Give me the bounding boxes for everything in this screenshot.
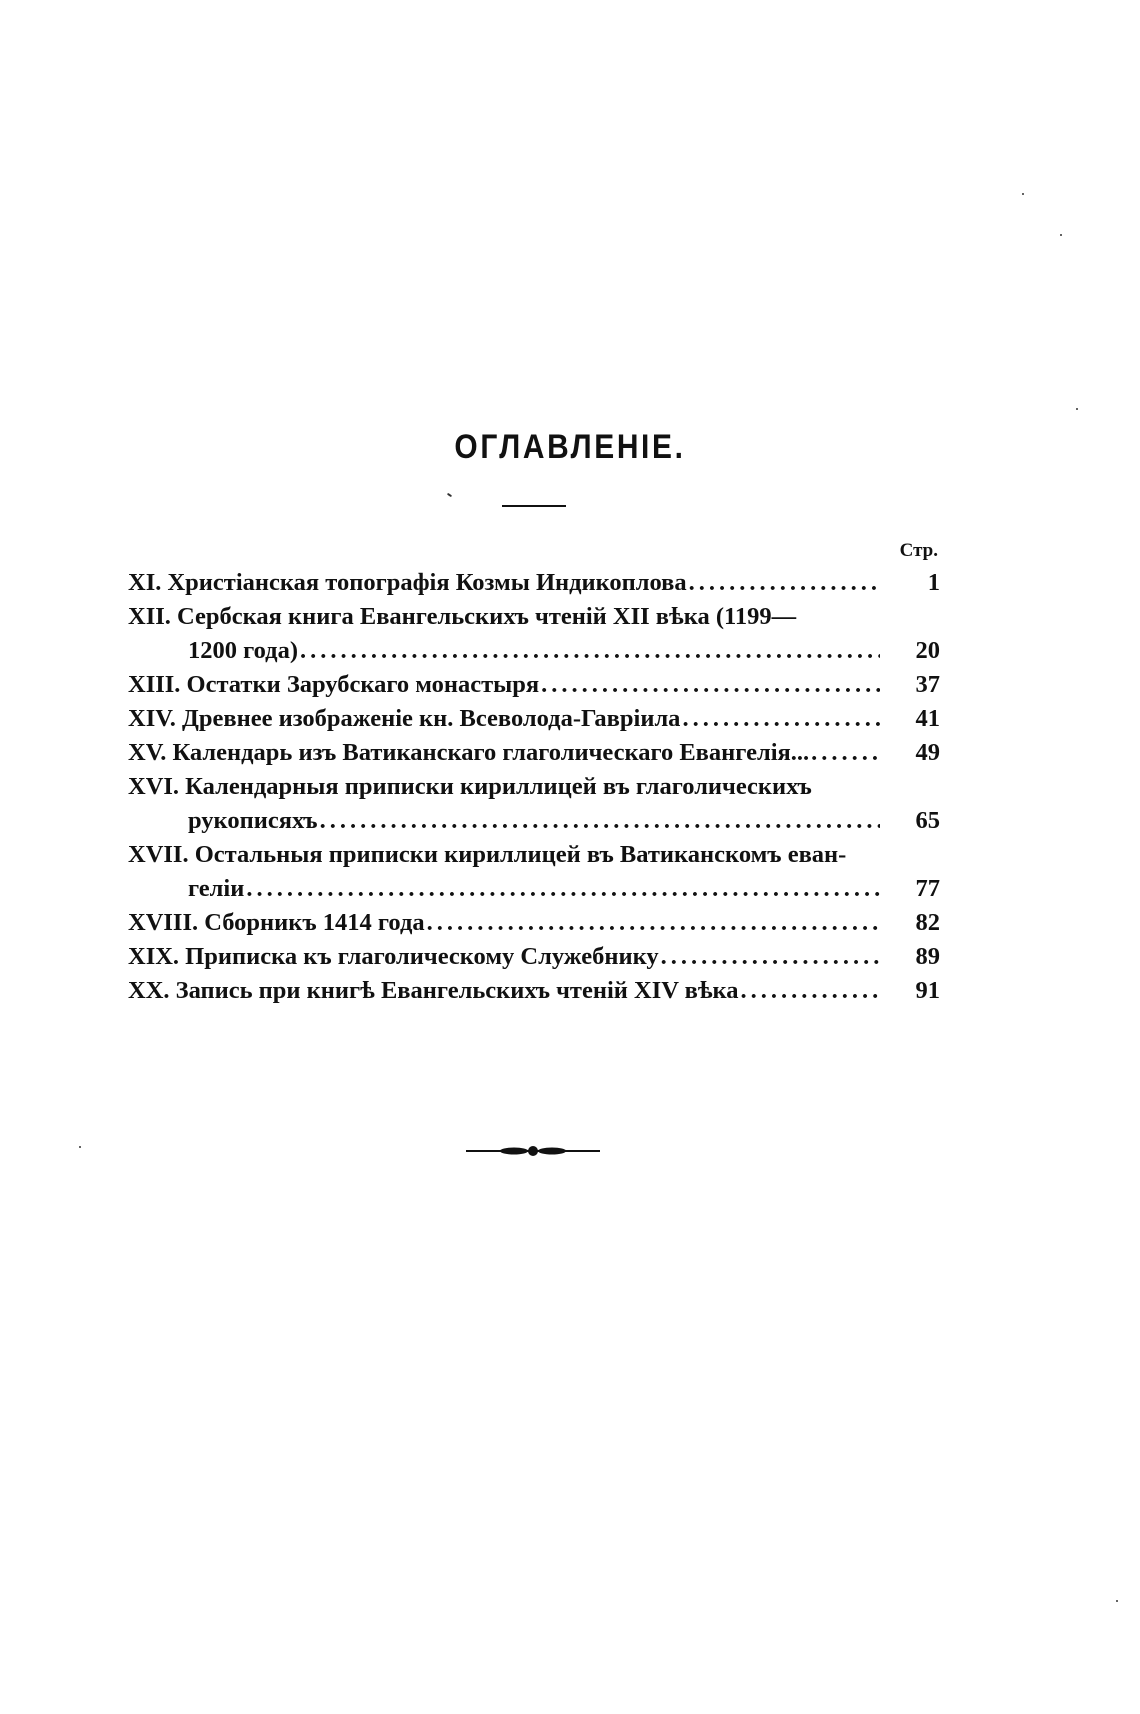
toc-entry-title: 1200 года): [188, 637, 298, 664]
toc-entry: [128, 566, 940, 600]
toc-entry-line: [128, 668, 940, 702]
toc-entry: [128, 736, 940, 770]
toc-entry-title: XVIII. Сборникъ 1414 года: [128, 909, 425, 936]
toc-page-number: 82: [915, 909, 940, 936]
toc-page-number: 65: [915, 807, 940, 834]
toc-page-number: 77: [915, 875, 940, 902]
toc-entry: [128, 940, 940, 974]
table-of-contents: [128, 540, 940, 1008]
toc-entry: [128, 702, 940, 736]
print-speck: [1060, 234, 1062, 236]
print-speck: [1116, 1600, 1118, 1602]
dot-leader: [682, 702, 880, 736]
toc-entry: [128, 838, 940, 906]
toc-entry-title: XX. Запись при книгѣ Евангельскихъ чтеній XIV вѣка: [128, 977, 739, 1004]
toc-entry-line: [128, 906, 940, 940]
ornament-divider: [466, 1144, 600, 1158]
dot-leader: [320, 804, 880, 838]
toc-entry-line: [128, 974, 940, 1008]
toc-entry-line: [128, 770, 940, 804]
toc-page-number: 1: [927, 569, 940, 596]
toc-entry-continuation: [128, 872, 940, 906]
toc-entry-title: XVII. Остальныя приписки кириллицей въ Ватиканскомъ еван-: [128, 841, 847, 868]
toc-page-number: 49: [915, 739, 940, 766]
toc-entry-title: рукописяхъ: [188, 807, 318, 834]
toc-page-number: 20: [915, 637, 940, 664]
toc-entry-line: [128, 838, 940, 872]
toc-page-number: 91: [915, 977, 940, 1004]
toc-entry: [128, 974, 940, 1008]
toc-entry: [128, 906, 940, 940]
toc-entry: [128, 770, 940, 838]
toc-page-number: 41: [915, 705, 940, 732]
toc-entry-line: [128, 566, 940, 600]
toc-entry-title: геліи: [188, 875, 245, 902]
print-speck: [79, 1146, 81, 1148]
toc-entry: [128, 668, 940, 702]
toc-entry-line: [128, 600, 940, 634]
toc-entry-line: [128, 736, 940, 770]
dot-leader: [541, 668, 880, 702]
toc-entry-title: XIII. Остатки Зарубскаго монастыря: [128, 671, 540, 698]
dot-leader: [427, 906, 880, 940]
dot-leader: [689, 566, 880, 600]
page-column-header: Стр.: [899, 540, 938, 561]
print-speck: [1022, 193, 1024, 195]
toc-entry-title: XVI. Календарныя приписки кириллицей въ глаголическихъ: [128, 773, 812, 800]
toc-entries: [128, 566, 940, 1008]
toc-entry-title: XV. Календарь изъ Ватиканскаго глаголическаго Евангелія...: [128, 739, 810, 766]
print-speck: [1076, 408, 1078, 410]
toc-entry: [128, 600, 940, 668]
print-speck: [447, 493, 452, 498]
toc-page-number: 89: [915, 943, 940, 970]
toc-entry-title: XI. Христіанская топографія Козмы Индикоплова: [128, 569, 687, 596]
toc-entry-line: [128, 940, 940, 974]
toc-entry-title: XIV. Древнее изображеніе кн. Всеволода-Гавріила: [128, 705, 681, 732]
dot-leader: [300, 634, 880, 668]
page-title: ОГЛАВЛЕНІЕ.: [454, 428, 686, 466]
dot-leader: [661, 940, 880, 974]
toc-entry-line: [128, 702, 940, 736]
toc-entry-title: XII. Сербская книга Евангельскихъ чтеній XII вѣка (1199—: [128, 603, 797, 630]
title-rule: [502, 505, 566, 507]
toc-entry-continuation: [128, 804, 940, 838]
dot-leader: [246, 872, 880, 906]
dot-leader: [741, 974, 880, 1008]
toc-page-number: 37: [915, 671, 940, 698]
toc-entry-continuation: [128, 634, 940, 668]
dot-leader: [811, 736, 880, 770]
toc-entry-title: XIX. Приписка къ глаголическому Служебнику: [128, 943, 659, 970]
